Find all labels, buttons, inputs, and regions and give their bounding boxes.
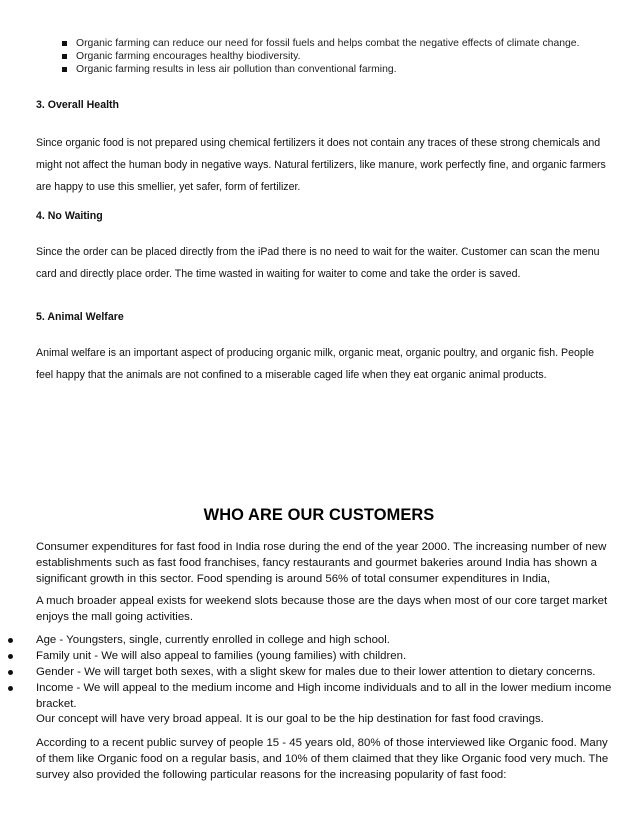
section-heading-overall-health: 3. Overall Health <box>36 99 120 111</box>
list-item: Organic farming encourages healthy biodiversity. <box>62 50 622 63</box>
list-item: Income - We will appeal to the medium income and High income individuals and to all in the lower medium income bracket. <box>0 680 620 712</box>
list-item: Family unit - We will also appeal to families (young families) with children. <box>0 648 620 664</box>
round-bullet-icon <box>8 670 13 675</box>
section-heading-no-waiting: 4. No Waiting <box>36 210 103 222</box>
concept-statement: Our concept will have very broad appeal. It is our goal to be the hip destination for fast food cravings. <box>36 713 544 725</box>
square-bullet-icon <box>62 54 67 59</box>
square-bullet-icon <box>62 41 67 46</box>
customers-paragraph-spending: Consumer expenditures for fast food in India rose during the end of the year 2000. The increasing number of new establishments such as fast food franchises, fancy restaurants and gourmet bakeries around India has shown a significant growth in this sector. Food spending is around 56% of total consumer expenditures in India, <box>36 541 607 585</box>
environment-bullet-list <box>62 37 622 76</box>
section-heading-animal-welfare: 5. Animal Welfare <box>36 311 124 323</box>
list-item: Age - Youngsters, single, currently enrolled in college and high school. <box>0 632 620 648</box>
customers-paragraph-weekend: A much broader appeal exists for weekend slots because those are the days when most of our core target market enjoys the mall going activities. <box>36 595 608 623</box>
list-item: Gender - We will target both sexes, with a slight skew for males due to their lower attention to dietary concerns. <box>0 664 620 680</box>
list-item: Organic farming can reduce our need for fossil fuels and helps combat the negative effects of climate change. <box>62 37 622 50</box>
customers-paragraph-survey: According to a recent public survey of people 15 - 45 years old, 80% of those interviewed like Organic food. Many of them like Organic food on a regular basis, and 10% of them claimed that they like Organic food very much. The survey also provided the following particular reasons for the increasing popularity of fast food: <box>36 737 609 781</box>
round-bullet-icon <box>8 654 13 659</box>
round-bullet-icon <box>8 686 13 691</box>
section-body-animal-welfare: Animal welfare is an important aspect of producing organic milk, organic meat, organic poultry, and organic fish. People feel happy that the animals are not confined to a miserable caged life when they eat organic animal products. <box>36 347 595 381</box>
section-body-no-waiting: Since the order can be placed directly from the iPad there is no need to wait for the waiter. Customer can scan the menu card and directly place order. The time wasted in waiting for waiter to come and take the order is saved. <box>36 246 600 280</box>
square-bullet-icon <box>62 67 67 72</box>
customers-heading: WHO ARE OUR CUSTOMERS <box>203 506 435 524</box>
section-body-overall-health: Since organic food is not prepared using chemical fertilizers it does not contain any traces of these strong chemicals and might not affect the human body in negative ways. Natural fertilizers, like manure, work perfectly fine, and organic farmers are happy to use this smellier, yet safer, form of fertilizer. <box>36 137 606 193</box>
customer-segment-list <box>0 632 620 712</box>
round-bullet-icon <box>8 638 13 643</box>
list-item: Organic farming results in less air pollution than conventional farming. <box>62 63 622 76</box>
